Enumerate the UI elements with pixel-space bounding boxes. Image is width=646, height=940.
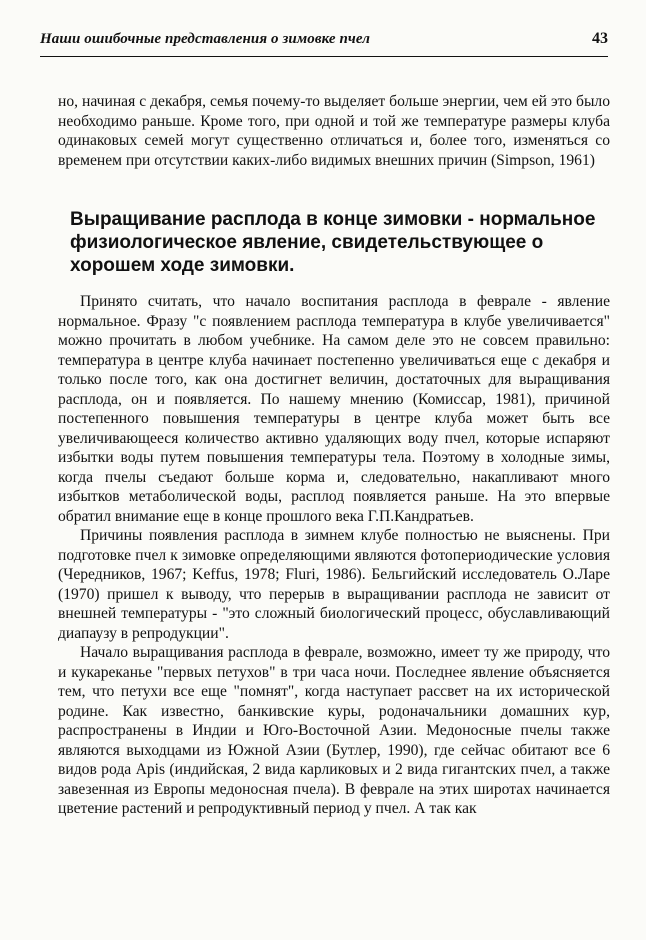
- running-header: [40, 30, 608, 57]
- section-heading: Выращивание расплода в конце зимовки - нормальное физиологическое явление, свидетельствующее о хорошем ходе зимовки.: [70, 209, 596, 276]
- paragraph-2: Причины появления расплода в зимнем клубе полностью не выяснены. При подготовке пчел к зимовке определяющими являются фотопериодические условия (Чередников, 1967; Keffus, 1978; Fluri, 1986). Бельгийский исследователь О.Ларе (1970) пришел к выводу, что перерыв в выращивании расплода не зависит от внешней температуры - "это сложный биологический процесс, обуславливающий диапаузу в репродукции".: [58, 527, 610, 642]
- intro-paragraph-block: [58, 92, 610, 170]
- paragraph-3: Начало выращивания расплода в феврале, возможно, имеет ту же природу, что и кукареканье "первых петухов" в три часа ночи. Последнее явление объясняется тем, что петухи все еще "помнят", когда наступает рассвет на их исторической родине. Как известно, банкивские куры, родоначальники домашних кур, распространены в Индии и Юго-Восточной Азии. Медоносные пчелы также являются выходцами из Южной Азии (Бутлер, 1990), где сейчас обитают все 6 видов рода Apis (индийская, 2 вида карликовых и 2 вида гигантских пчел, а также завезенная из Европы медоносная пчела). В феврале на этих широтах начинается цветение растений и репродуктивный период у пчел. А так как: [58, 644, 610, 817]
- running-title: Наши ошибочные представления о зимовке пчел: [40, 31, 371, 47]
- section-body: [58, 292, 610, 819]
- intro-paragraph: но, начиная с декабря, семья почему-то выделяет больше энергии, чем ей это было необходимо раньше. Кроме того, при одной и той же температуре размеры клуба одинаковых семей могут существенно отличаться и, более того, изменяться со временем при отсутствии каких-либо видимых внешних причин (Simpson, 1961): [58, 93, 610, 169]
- page-number: 43: [592, 30, 608, 47]
- paragraph-1: Принято считать, что начало воспитания расплода в феврале - явление нормальное. Фразу "с появлением расплода температура в клубе увеличивается" можно прочитать в любом учебнике. На самом деле это не совсем правильно: температура в центре клуба начинает постепенно увеличиваться еще с декабря и только после того, как она достигнет величин, достаточных для выращивания расплода, он и появляется. По нашему мнению (Комиссар, 1981), причиной постепенного повышения температуры в центре клуба может быть все увеличивающееся количество активно удаляющих воду пчел, которые испаряют избытки воды путем повышения температуры тела. Поэтому в холодные зимы, когда пчелы съедают больше корма и, следовательно, накапливают много избытков метаболической воды, расплод появляется раньше. На это впервые обратил внимание еще в конце прошлого века Г.П.Кандратьев.: [58, 293, 610, 525]
